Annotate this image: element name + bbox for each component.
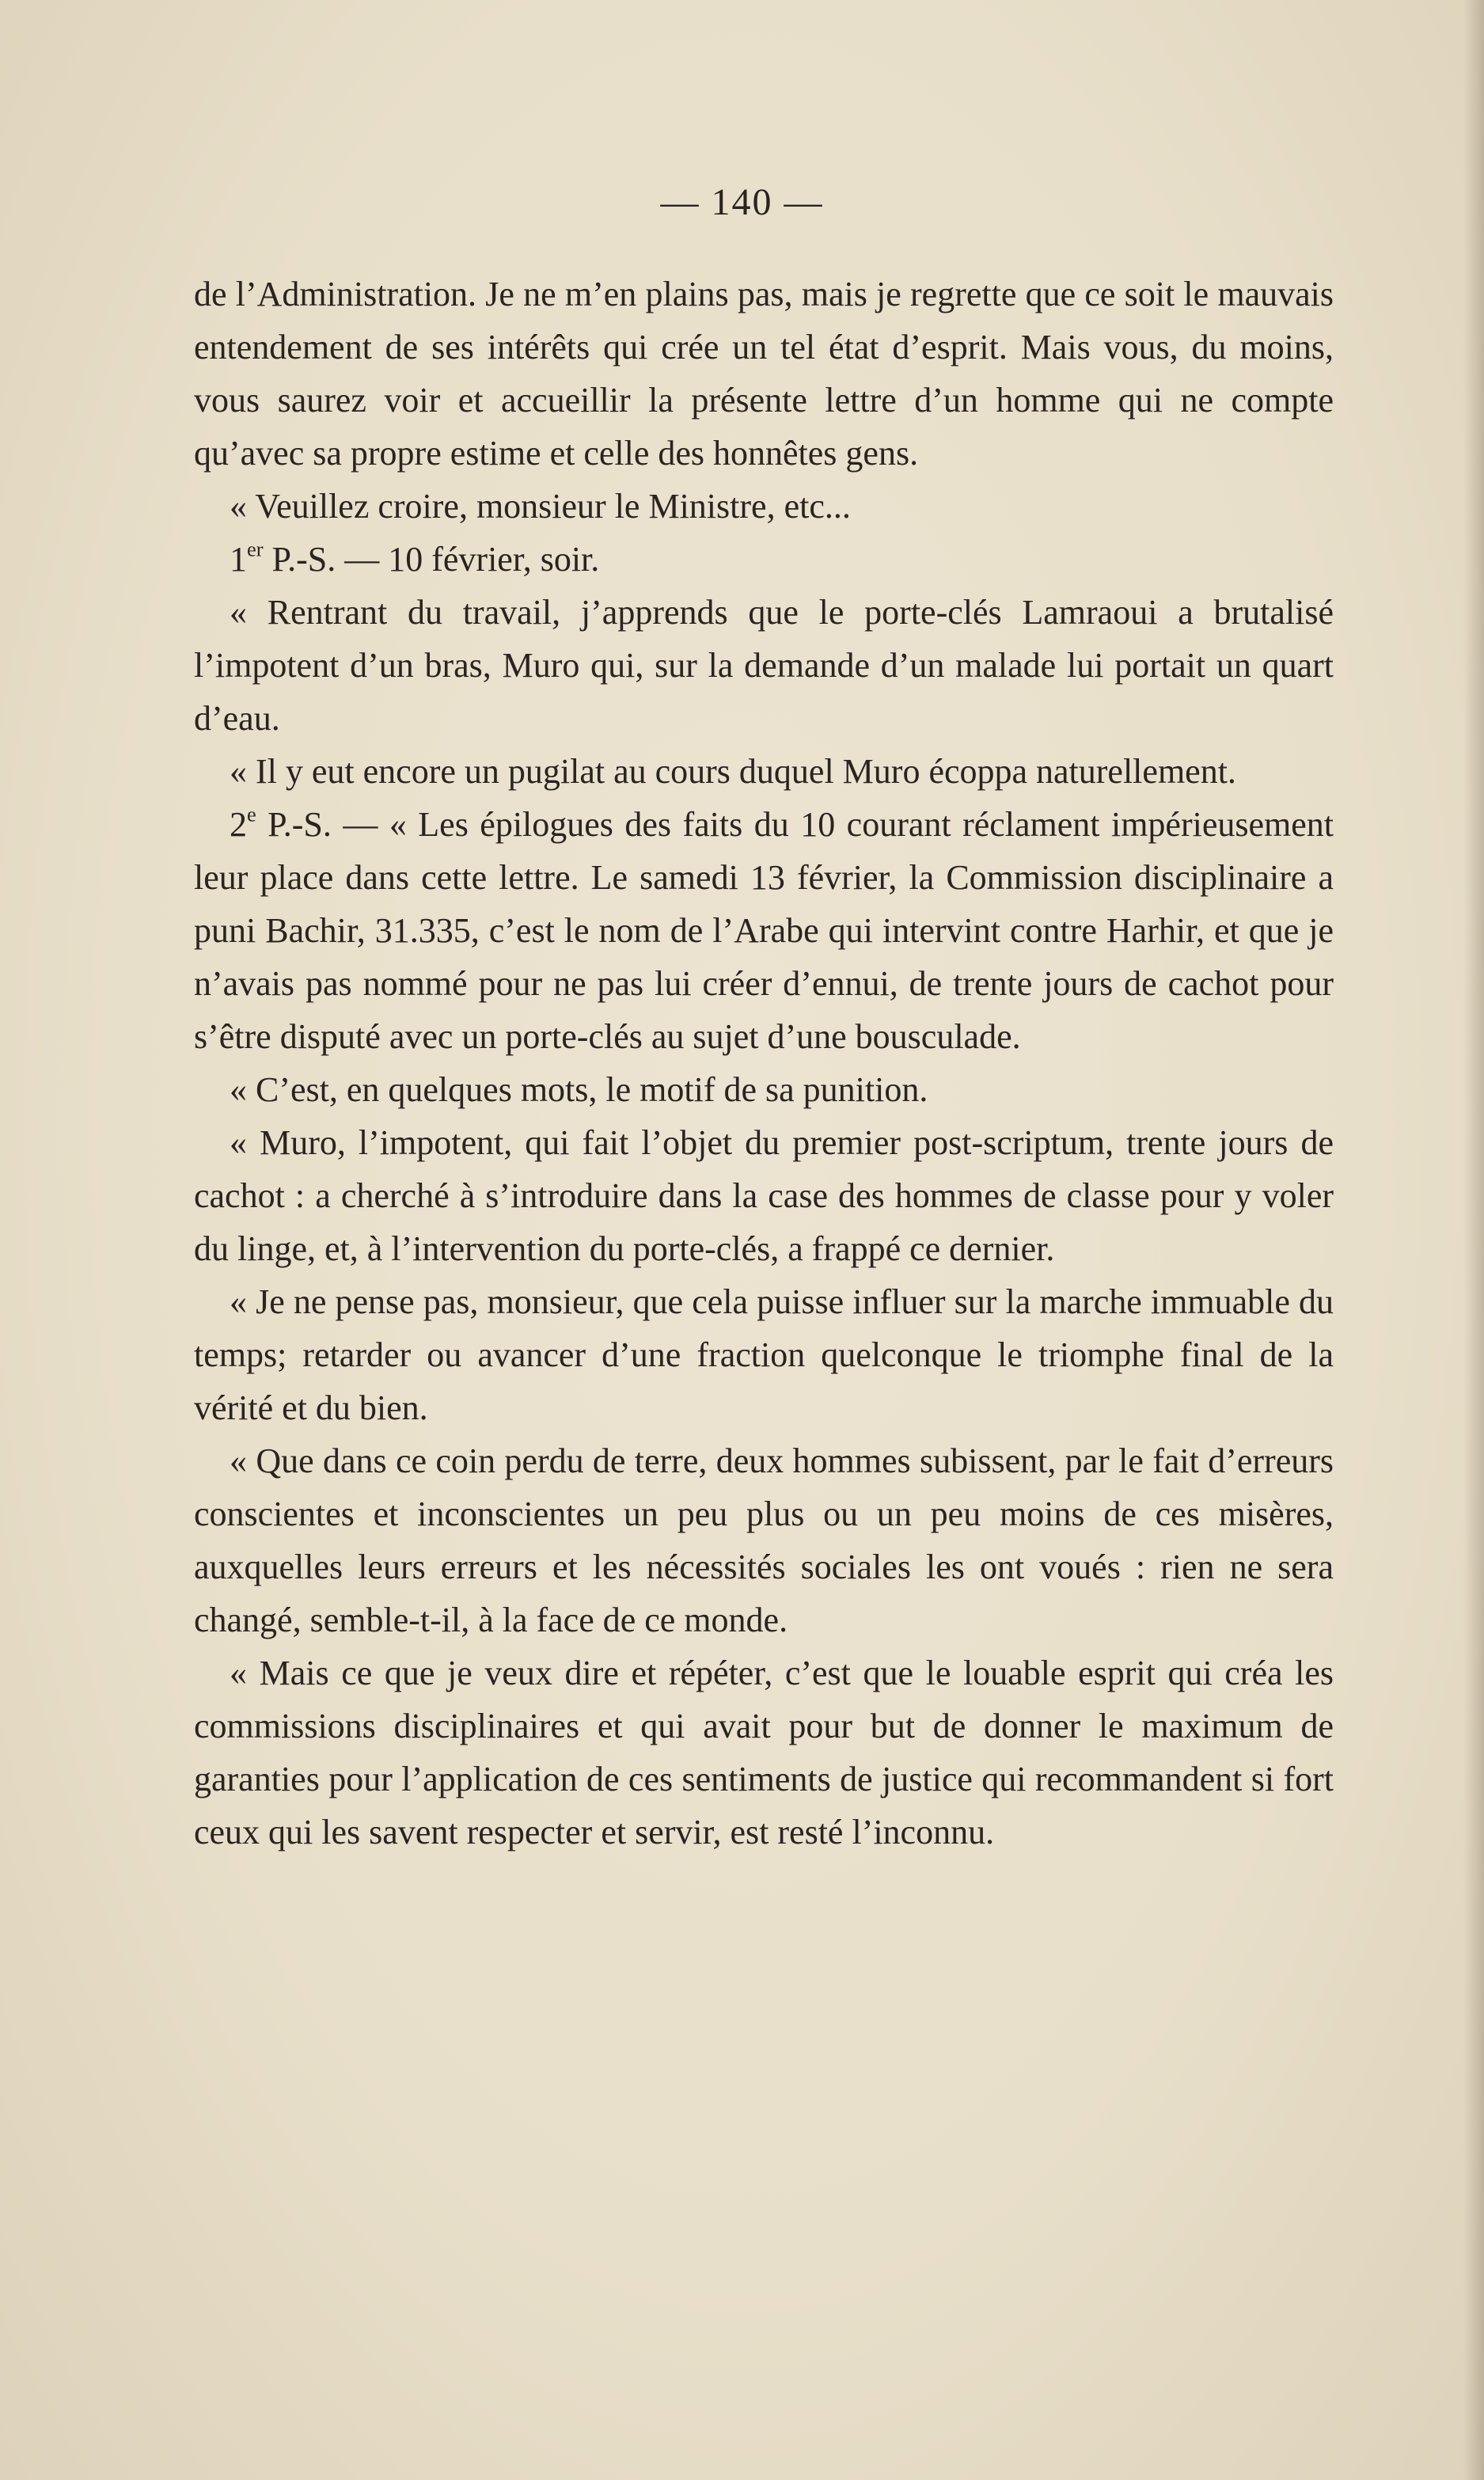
paragraph-6-postscript-2 — [194, 798, 1334, 1063]
paragraph-7: « C’est, en quelques mots, le motif de sa punition. — [230, 1070, 928, 1109]
page-number: — 140 — — [660, 181, 824, 223]
postscript-2-text: P.-S. — « Les épilogues des faits du 10 courant réclament impérieusement leur place dans cette lettre. Le samedi 13 février, la Commission disciplinaire a puni Bachir, 31.335, c’est le nom de l’Arabe qui intervint contre Harhir, et que je n’avais pas nommé pour ne pas lui créer d’ennui, de trente jours de cachot pour s’être disputé avec un porte-clés au sujet d’une bousculade. — [194, 805, 1334, 1056]
paragraph-4: « Rentrant du travail, j’apprends que le porte-clés Lamraoui a brutalisé l’impotent d’un bras, Muro qui, sur la demande d’un malade lui portait un quart d’eau. — [194, 593, 1334, 738]
paragraph-10: « Que dans ce coin perdu de terre, deux hommes subissent, par le fait d’erreurs conscientes et inconscientes un peu plus ou un peu moins de ces misères, auxquelles leurs erreurs et les nécessités sociales les ont voués : rien ne sera changé, semble-t-il, à la face de ce monde. — [194, 1441, 1334, 1639]
postscript-2-ordinal: 2 — [230, 805, 247, 844]
postscript-1-suffix: er — [247, 537, 264, 561]
paragraph-9: « Je ne pense pas, monsieur, que cela puisse influer sur la marche immuable du temps; retarder ou avancer d’une fraction quelconque le triomphe final de la vérité et du bien. — [194, 1282, 1334, 1427]
paragraph-5: « Il y eut encore un pugilat au cours duquel Muro écoppa naturellement. — [230, 752, 1236, 791]
paragraph-2: « Veuillez croire, monsieur le Ministre, etc... — [230, 487, 851, 526]
postscript-1-ordinal: 1 — [230, 540, 247, 579]
paragraph-3-postscript-1 — [194, 533, 1334, 586]
paragraph-11: « Mais ce que je veux dire et répéter, c’est que le louable esprit qui créa les commissions disciplinaires et qui avait pour but de donner le maximum de garanties pour l’application de ces sentiments de justice qui recommandent si fort ceux qui les savent respecter et servir, est resté l’inconnu. — [194, 1654, 1334, 1851]
page-edge-shadow — [1463, 0, 1484, 2480]
paragraph-1: de l’Administration. Je ne m’en plains pas, mais je regrette que ce soit le mauvais entendement de ses intérêts qui crée un tel état d’esprit. Mais vous, du moins, vous saurez voir et accueillir la présente lettre d’un homme qui ne compte qu’avec sa propre estime et celle des honnêtes gens. — [194, 275, 1334, 473]
paragraph-8: « Muro, l’impotent, qui fait l’objet du premier post-scriptum, trente jours de cachot : a cherché à s’introduire dans la case des hommes de classe pour y voler du linge, et, à l’intervention du porte-clés, a frappé ce dernier. — [194, 1123, 1334, 1268]
body-text — [194, 268, 1334, 1859]
postscript-1-heading: P.-S. — 10 février, soir. — [263, 540, 600, 579]
postscript-2-suffix: e — [247, 802, 256, 826]
